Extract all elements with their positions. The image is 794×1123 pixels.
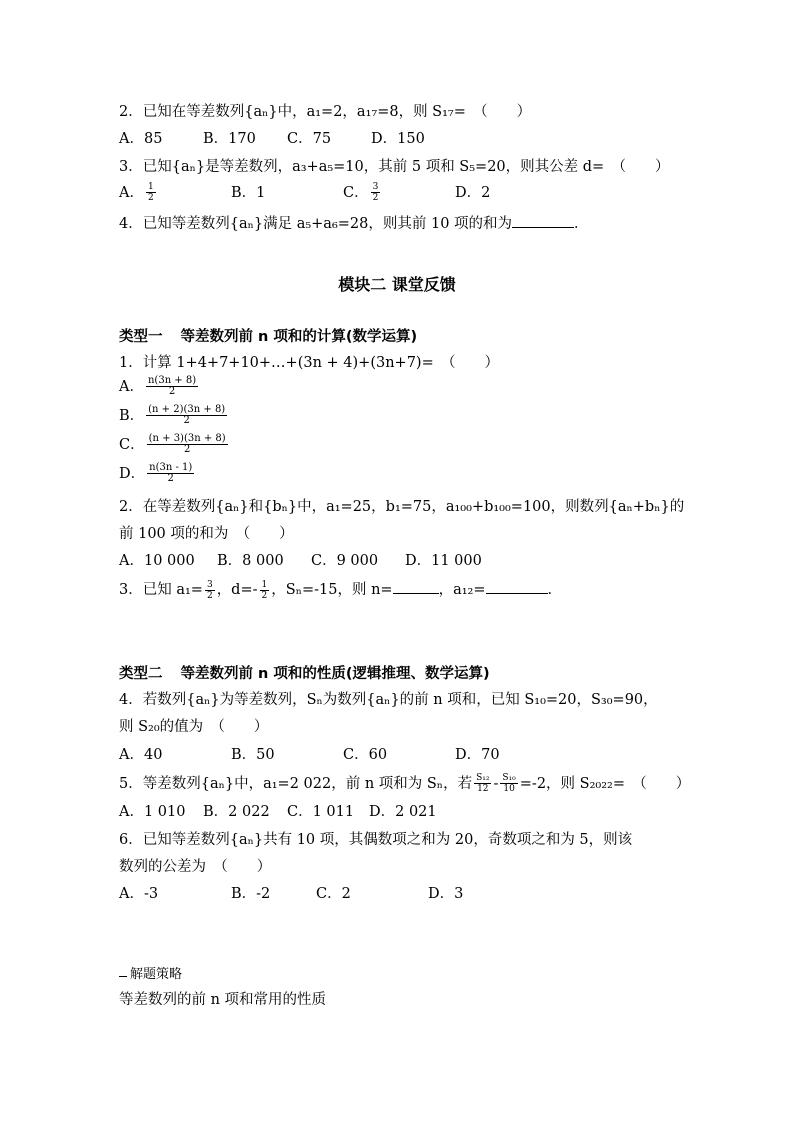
answer-blank[interactable] [512, 213, 574, 228]
type-2-heading: 类型二 等差数列前 n 项和的性质(逻辑推理、数学运算) [119, 666, 490, 682]
option-a: A．40 [119, 747, 163, 763]
strategy-marker [119, 976, 127, 977]
option-d: D．3 [428, 886, 464, 902]
question-3-options [119, 182, 490, 203]
problem-4-stem-line-1: 4．若数列{aₙ}为等差数列，Sₙ为数列{aₙ}的前 n 项和，已知 S₁₀=20，S₃₀=90， [119, 692, 658, 708]
problem-5-options [119, 802, 437, 822]
fraction: $\frac{1}{2}$ [147, 182, 154, 203]
problem-1-option-d: D． $\frac{n(3n - 1)}{2}$ [119, 462, 193, 484]
option-a: A．85 [119, 131, 163, 147]
option-a: A． $\frac{1}{2}$ [119, 182, 154, 203]
question-3-stem: 3．已知{aₙ}是等差数列，a₃+a₅=10，其前 5 项和 S₅=20，则其公差 d= （ ） [119, 159, 670, 175]
problem-6-options [119, 884, 463, 904]
answer-blank-n[interactable] [393, 579, 439, 594]
fraction: $\frac{\text{S₁₀}}{10}$ [502, 773, 516, 794]
problem-1-stem: 1．计算 1+4+7+10+…+(3n + 4)+(3n+7)= （ ） [119, 355, 499, 371]
fraction: $\frac{n(3n + 8)}{2}$ [147, 375, 197, 397]
option-b: B．1 [231, 184, 266, 201]
option-b: B．8 000 [217, 553, 284, 569]
problem-1-option-c: C． $\frac{(n + 3)(3n + 8)}{2}$ [119, 433, 226, 455]
option-b: B．170 [203, 131, 256, 147]
problem-5-stem: 5．等差数列{aₙ}中，a₁=2 022，前 n 项和为 Sₙ，若 $\frac{\text{S₁₂}}{12}$ - $\frac{\text{S₁₀}}{10}$ =-2，则 S₂₀₂₂= （ ） [119, 773, 691, 794]
option-c: C． $\frac{3}{2}$ [343, 182, 379, 203]
question-2-stem: 2．已知在等差数列{aₙ}中，a₁=2，a₁₇=8，则 S₁₇= （ ） [119, 104, 532, 120]
fraction: $\frac{(n + 2)(3n + 8)}{2}$ [148, 404, 226, 426]
problem-4-options [119, 745, 500, 765]
fraction: $\frac{n(3n - 1)}{2}$ [149, 462, 193, 484]
fraction: $\frac{3}{2}$ [372, 182, 379, 203]
problem-6-stem-line-2: 数列的公差为 （ ） [119, 859, 272, 875]
option-c: C．75 [287, 131, 332, 147]
problem-6-stem-line-1: 6．已知等差数列{aₙ}共有 10 项，其偶数项之和为 20，奇数项之和为 5，则该 [119, 832, 633, 848]
fraction: $\frac{\text{S₁₂}}{12}$ [476, 773, 490, 794]
option-a: A．10 000 [119, 553, 195, 569]
option-d: D．150 [371, 131, 425, 147]
type-1-heading: 类型一 等差数列前 n 项和的计算(数学运算) [119, 329, 418, 345]
problem-1-option-b: B． $\frac{(n + 2)(3n + 8)}{2}$ [119, 404, 226, 426]
fraction: $\frac{1}{2}$ [261, 579, 268, 601]
problem-1-option-a: A． $\frac{n(3n + 8)}{2}$ [119, 375, 197, 397]
option-a: A．-3 [119, 886, 159, 902]
option-c: C．1 011 [287, 804, 355, 820]
problem-2-options [119, 551, 482, 571]
question-4-stem: 4．已知等差数列{aₙ}满足 a₅+a₆=28，则其前 10 项的和为 ． [119, 213, 589, 234]
fraction: $\frac{(n + 3)(3n + 8)}{2}$ [148, 433, 226, 455]
option-c: C．60 [343, 747, 388, 763]
problem-2-stem-line-2: 前 100 项的和为 （ ） [119, 526, 294, 542]
answer-blank-a12[interactable] [486, 579, 548, 594]
strategy-text: 等差数列的前 n 项和常用的性质 [119, 992, 327, 1008]
option-a: A．1 010 [119, 804, 186, 820]
option-b: B．-2 [231, 886, 271, 902]
option-b: B．2 022 [203, 804, 270, 820]
problem-2-stem-line-1: 2．在等差数列{aₙ}和{bₙ}中，a₁=25，b₁=75，a₁₀₀+b₁₀₀=100，则数列{aₙ+bₙ}的 [119, 499, 685, 515]
option-c: C．2 [316, 886, 351, 902]
option-d: D．2 021 [369, 804, 437, 820]
fraction: $\frac{3}{2}$ [206, 579, 213, 601]
section-title: 模块二 课堂反馈 [338, 275, 456, 294]
problem-3-stem: 3．已知 a₁= $\frac{3}{2}$ ，d=- $\frac{1}{2}$ ，Sₙ=-15，则 n= ，a₁₂= ． [119, 579, 562, 601]
strategy-label: 解题策略 [130, 967, 183, 982]
option-b: B．50 [231, 747, 275, 763]
option-d: D．11 000 [405, 553, 482, 569]
option-d: D．70 [455, 747, 500, 763]
option-c: C．9 000 [311, 553, 379, 569]
problem-4-stem-line-2: 则 S₂₀的值为 （ ） [119, 719, 269, 735]
option-d: D．2 [455, 184, 491, 201]
question-2-options [119, 129, 425, 149]
